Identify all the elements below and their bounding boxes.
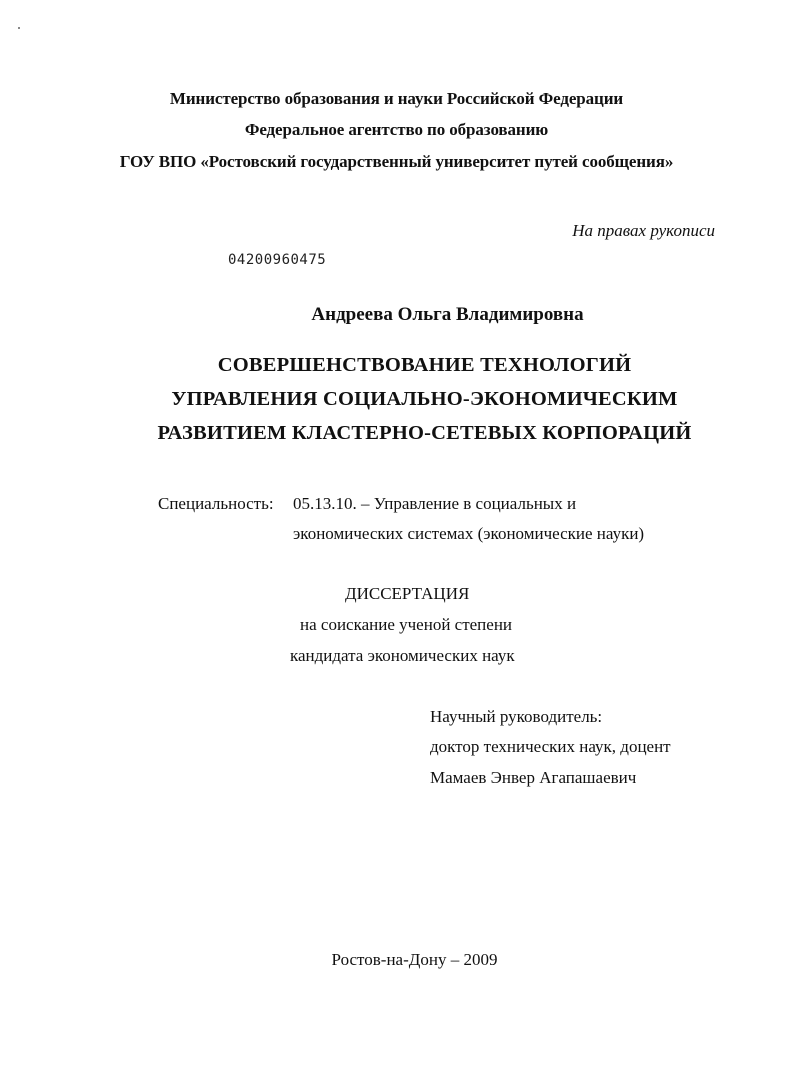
advisor-label: Научный руководитель: bbox=[430, 707, 603, 726]
dissertation-degree-line-1: на соискание ученой степени bbox=[300, 615, 513, 634]
dissertation-heading: ДИССЕРТАЦИЯ bbox=[345, 584, 470, 603]
advisor-name: Мамаев Энвер Агапашаевич bbox=[430, 768, 637, 787]
specialty-line-1: 05.13.10. – Управление в социальных и bbox=[293, 494, 577, 513]
thesis-title-line-1: СОВЕРШЕНСТВОВАНИЕ ТЕХНОЛОГИЙ bbox=[217, 354, 632, 376]
author-name: Андреева Ольга Владимировна bbox=[311, 304, 584, 325]
dissertation-degree-line-2: кандидата экономических наук bbox=[290, 646, 515, 665]
ministry-line: Министерство образования и науки Российской Федерации bbox=[169, 89, 624, 108]
city-year: Ростов-на-Дону – 2009 bbox=[331, 950, 498, 969]
specialty-line-2: экономических системах (экономические науки) bbox=[293, 524, 645, 543]
specialty-label: Специальность: bbox=[158, 494, 274, 513]
thesis-title-line-2: УПРАВЛЕНИЯ СОЦИАЛЬНО-ЭКОНОМИЧЕСКИМ bbox=[171, 388, 678, 410]
thesis-title-line-3: РАЗВИТИЕМ КЛАСТЕРНО-СЕТЕВЫХ КОРПОРАЦИЙ bbox=[157, 422, 692, 444]
university-line: ГОУ ВПО «Ростовский государственный университет путей сообщения» bbox=[119, 152, 674, 171]
scan-speck bbox=[18, 27, 20, 29]
advisor-degree: доктор технических наук, доцент bbox=[430, 737, 671, 756]
agency-line: Федеральное агентство по образованию bbox=[244, 120, 549, 139]
catalog-number: 04200960475 bbox=[228, 252, 327, 268]
manuscript-note: На правах рукописи bbox=[572, 221, 715, 240]
